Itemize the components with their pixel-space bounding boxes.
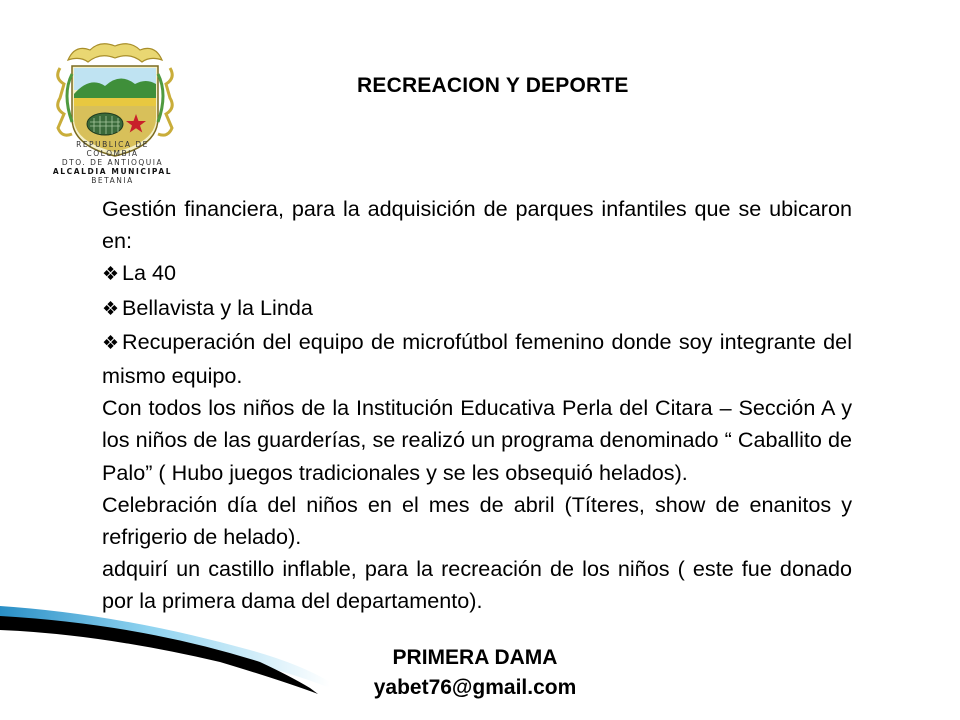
content-body xyxy=(102,193,852,618)
intro-paragraph: Gestión financiera, para la adquisición de parques infantiles que se ubicaron en: xyxy=(102,196,852,254)
paragraph-dia-nino: Celebración día del niños en el mes de abril (Títeres, show de enanitos y refrigerio de helado). xyxy=(102,491,852,550)
footer-title: PRIMERA DAMA xyxy=(392,646,558,669)
crest-line-5: BETANIA xyxy=(91,176,134,185)
crest-caption xyxy=(40,140,185,185)
list-item-label: Bellavista y la Linda xyxy=(122,294,313,320)
footer-email: yabet76@gmail.com xyxy=(373,676,577,699)
page-title: RECREACION Y DEPORTE xyxy=(357,74,629,97)
list-item xyxy=(102,292,852,326)
diamond-bullet-icon: ❖ xyxy=(102,264,120,286)
list-item xyxy=(102,257,852,291)
crest-line-4: ALCALDIA MUNICIPAL xyxy=(52,167,173,176)
list-item-label: La 40 xyxy=(122,260,177,286)
diamond-bullet-icon: ❖ xyxy=(102,298,120,320)
diamond-bullet-icon: ❖ xyxy=(102,332,120,354)
crest-line-1: REPUBLICA DE xyxy=(76,140,149,149)
list-item-label: Recuperación del equipo de microfútbol femenino donde soy integrante del mismo equipo. xyxy=(102,328,852,389)
paragraph-castillo: adquirí un castillo inflable, para la recreación de los niños ( este fue donado por la primera dama del departamento). xyxy=(102,556,852,614)
crest-line-2: COLOMBIA xyxy=(86,149,139,158)
paragraph-caballito: Con todos los niños de la Institución Educativa Perla del Citara – Sección A y los niños de las guarderías, se realizó un programa denominado “ Caballito de Palo” ( Hubo juegos tradicionales y se les obsequió helados). xyxy=(102,395,852,485)
list-item xyxy=(102,326,852,392)
crest-line-3: DTO. DE ANTIOQUIA xyxy=(61,158,164,167)
